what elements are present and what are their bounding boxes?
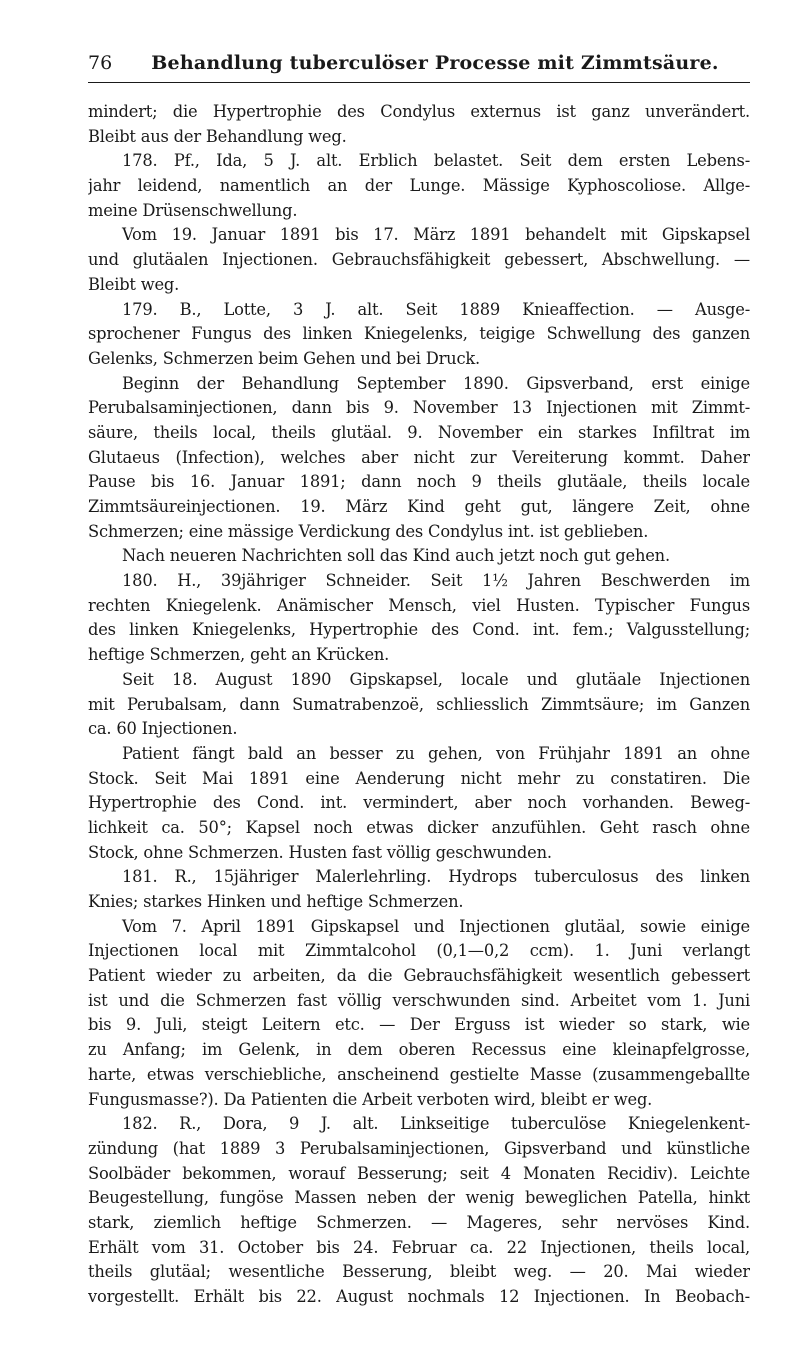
text-line: Beugestellung, fungöse Massen neben der wenig beweglichen Patella, hinkt xyxy=(88,1188,750,1208)
text-line: ca. 60 Injectionen. xyxy=(88,719,238,739)
text-line: stark, ziemlich heftige Schmerzen. — Mageres, sehr nervöses Kind. xyxy=(88,1212,750,1232)
page xyxy=(88,52,750,1310)
text-line: meine Drüsenschwellung. xyxy=(88,200,298,220)
text-line: Seit 18. August 1890 Gipskapsel, locale und glutäale Injectionen xyxy=(122,669,750,689)
text-line: 179. B., Lotte, 3 J. alt. Seit 1889 Knieaffection. — Ausge- xyxy=(122,299,750,319)
text-line: harte, etwas verschiebliche, anscheinend gestielte Masse (zusammengeballte xyxy=(88,1064,750,1084)
text-line: lichkeit ca. 50°; Kapsel noch etwas dicker anzufühlen. Geht rasch ohne xyxy=(88,817,750,837)
text-line: Vom 19. Januar 1891 bis 17. März 1891 behandelt mit Gipskapsel xyxy=(122,225,750,245)
text-line: Gelenks, Schmerzen beim Gehen und bei Druck. xyxy=(88,348,481,368)
text-line: 178. Pf., Ida, 5 J. alt. Erblich belastet. Seit dem ersten Lebens- xyxy=(122,151,750,171)
text-line: Hypertrophie des Cond. int. vermindert, aber noch vorhanden. Beweg- xyxy=(88,793,750,813)
text-line: zündung (hat 1889 3 Perubalsaminjectionen, Gipsverband und künstliche xyxy=(88,1138,750,1158)
body-text xyxy=(88,100,750,1310)
text-line: Soolbäder bekommen, worauf Besserung; seit 4 Monaten Recidiv). Leichte xyxy=(88,1163,750,1183)
text-line: säure, theils local, theils glutäal. 9. November ein starkes Infiltrat im xyxy=(88,422,750,442)
text-line: Glutaeus (Infection), welches aber nicht zur Vereiterung kommt. Daher xyxy=(88,447,750,467)
text-line: ist und die Schmerzen fast völlig verschwunden sind. Arbeitet vom 1. Juni xyxy=(88,990,750,1010)
text-line: Stock. Seit Mai 1891 eine Aenderung nicht mehr zu constatiren. Die xyxy=(88,768,750,788)
text-line: des linken Kniegelenks, Hypertrophie des Cond. int. fem.; Valgusstellung; xyxy=(88,620,750,640)
text-line: zu Anfang; im Gelenk, in dem oberen Recessus eine kleinapfelgrosse, xyxy=(88,1040,750,1060)
text-line: Erhält vom 31. October bis 24. Februar ca. 22 Injectionen, theils local, xyxy=(88,1237,750,1257)
text-line: Patient fängt bald an besser zu gehen, von Frühjahr 1891 an ohne xyxy=(122,743,750,763)
text-line: Patient wieder zu arbeiten, da die Gebrauchsfähigkeit wesentlich gebessert xyxy=(88,966,750,986)
text-line: bis 9. Juli, steigt Leitern etc. — Der Erguss ist wieder so stark, wie xyxy=(88,1015,750,1035)
text-line: 180. H., 39jähriger Schneider. Seit 1½ Jahren Beschwerden im xyxy=(122,571,750,591)
text-line: 182. R., Dora, 9 J. alt. Linkseitige tuberculöse Kniegelenkent- xyxy=(122,1114,750,1134)
text-line: Injectionen local mit Zimmtalcohol (0,1—0,2 ccm). 1. Juni verlangt xyxy=(88,941,750,961)
text-line: Nach neueren Nachrichten soll das Kind auch jetzt noch gut gehen. xyxy=(122,546,670,566)
text-line: Pause bis 16. Januar 1891; dann noch 9 theils glutäale, theils locale xyxy=(88,472,750,492)
text-line: Bleibt aus der Behandlung weg. xyxy=(88,126,347,146)
text-line: heftige Schmerzen, geht an Krücken. xyxy=(88,645,390,665)
running-title: Behandlung tuberculöser Processe mit Zimmtsäure. xyxy=(151,52,719,74)
page-number: 76 xyxy=(88,52,113,74)
text-line: Perubalsaminjectionen, dann bis 9. November 13 Injectionen mit Zimmt- xyxy=(88,398,750,418)
text-line: und glutäalen Injectionen. Gebrauchsfähigkeit gebessert, Abschwellung. — xyxy=(88,250,750,270)
text-line: Zimmtsäureinjectionen. 19. März Kind geht gut, längere Zeit, ohne xyxy=(88,497,750,516)
text-line: jahr leidend, namentlich an der Lunge. Mässige Kyphoscoliose. Allge- xyxy=(88,176,750,196)
text-line: vorgestellt. Erhält bis 22. August nochmals 12 Injectionen. In Beobach- xyxy=(88,1287,750,1306)
text-line: Vom 7. April 1891 Gipskapsel und Injectionen glutäal, sowie einige xyxy=(122,916,750,936)
page-header xyxy=(88,52,750,83)
text-line: mit Perubalsam, dann Sumatrabenzoë, schliesslich Zimmtsäure; im Ganzen xyxy=(88,694,750,714)
text-line: Knies; starkes Hinken und heftige Schmerzen. xyxy=(88,892,464,911)
text-line: Stock, ohne Schmerzen. Husten fast völlig geschwunden. xyxy=(88,842,552,862)
text-line: Beginn der Behandlung September 1890. Gipsverband, erst einige xyxy=(122,373,750,393)
text-line: theils glutäal; wesentliche Besserung, bleibt weg. — 20. Mai wieder xyxy=(88,1262,750,1282)
text-line: sprochener Fungus des linken Kniegelenks, teigige Schwellung des ganzen xyxy=(88,324,750,344)
text-line: 181. R., 15jähriger Malerlehrling. Hydrops tuberculosus des linken xyxy=(122,867,750,887)
text-line: rechten Kniegelenk. Anämischer Mensch, viel Husten. Typischer Fungus xyxy=(88,595,750,615)
text-line: Schmerzen; eine mässige Verdickung des Condylus int. ist geblieben. xyxy=(88,521,649,541)
text-line: mindert; die Hypertrophie des Condylus externus ist ganz unverändert. xyxy=(88,102,750,121)
text-line: Bleibt weg. xyxy=(88,274,180,294)
text-line: Fungusmasse?). Da Patienten die Arbeit verboten wird, bleibt er weg. xyxy=(88,1089,653,1109)
